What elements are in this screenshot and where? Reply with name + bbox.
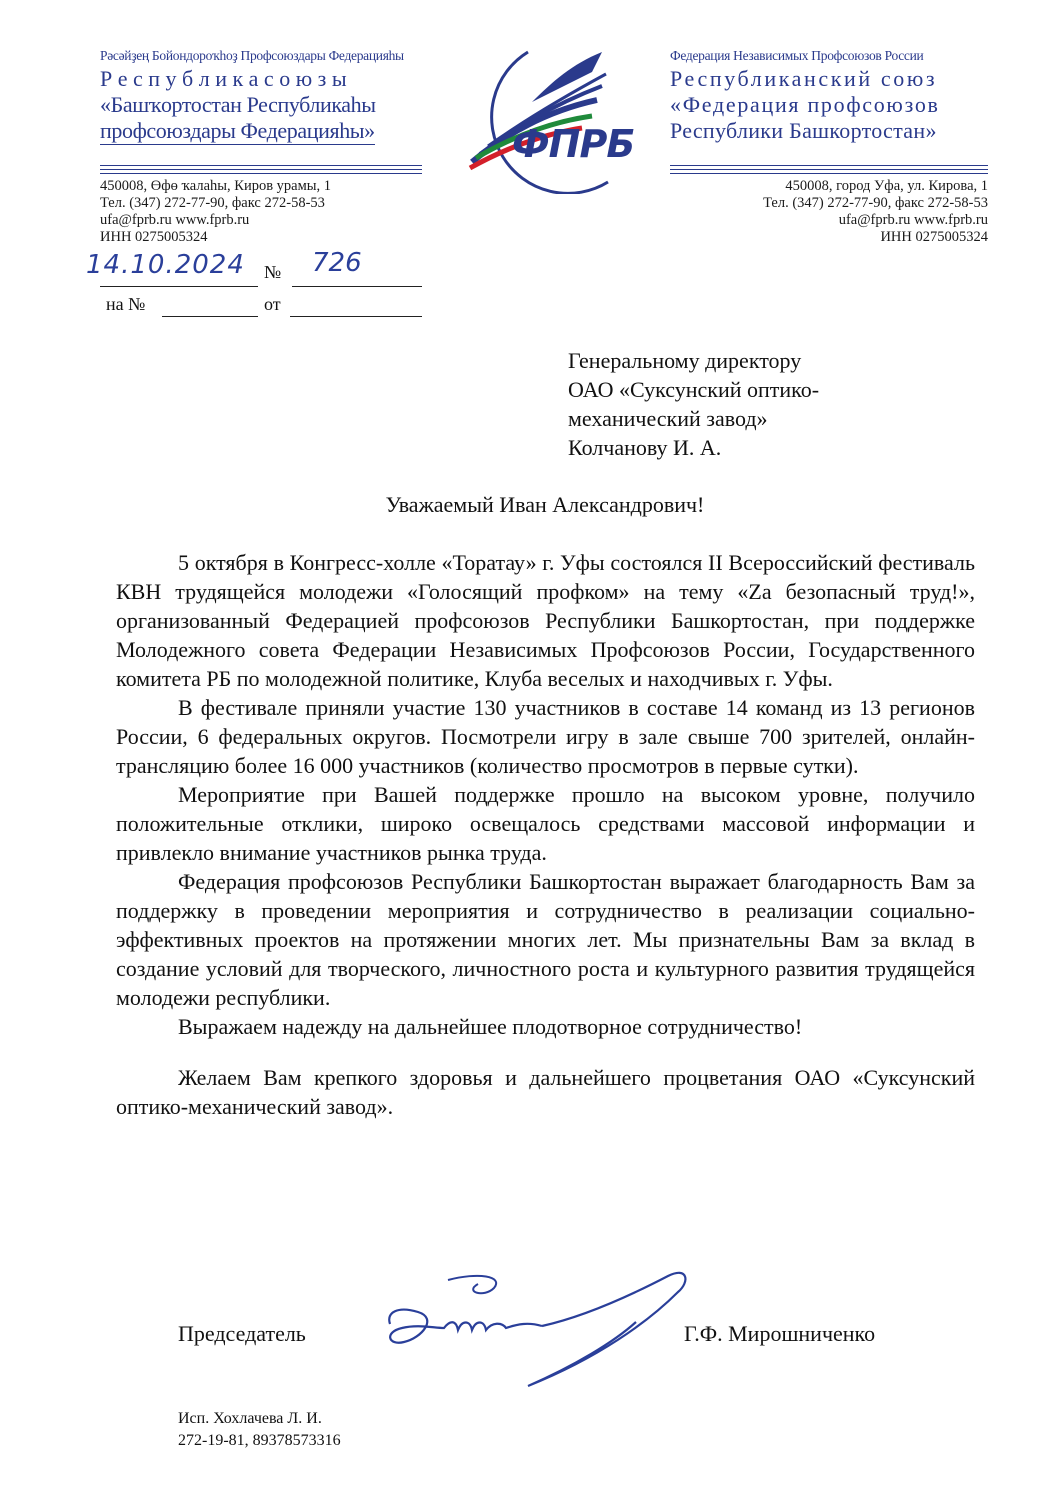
header-right-rule-3 [670,173,988,174]
closing-paragraph: Желаем Вам крепкого здоровья и дальнейшего процветания ОАО «Суксунский оптико-механический завод». [116,1065,975,1119]
executor-name: Исп. Хохлачева Л. И. [178,1410,322,1427]
header-right-phone: Тел. (347) 272-77-90, факс 272-58-53 [763,195,988,211]
paragraph-4: Федерация профсоюзов Республики Башкортостан выражает благодарность Вам за поддержку в проведении мероприятия и сотрудничество в реализации социально-эффективных проектов на протяжении многих лет. Мы признательны Вам за вклад в создание условий для творческого, личностного роста и культурного развития трудящейся молодежи республики. [116,869,975,1010]
header-right-rule-2 [670,169,988,170]
number-line [292,286,422,287]
addressee-block [568,346,819,462]
number-label: № [264,262,282,282]
addressee-line4: Колчанову И. А. [568,435,722,460]
from-line [290,316,422,317]
header-right-line1: Федерация Независимых Профсоюзов России [670,48,924,63]
addressee-line2: ОАО «Суксунский оптико- [568,377,820,402]
header-right [670,48,988,144]
header-left-rule-2 [100,169,422,170]
header-right-line2: Республиканский союз [670,66,938,91]
signature-position: Председатель [178,1321,306,1346]
signature-graphic [378,1262,698,1402]
from-label: от [264,294,281,314]
salutation: Уважаемый Иван Александрович! [385,492,705,517]
header-left-line2: Р е с п у б л и к а с о ю з ы [100,66,347,91]
fprb-logo-graphic [432,42,654,194]
letter-body [116,548,975,1121]
addressee-line1: Генеральному директору [568,348,802,373]
paragraph-1: 5 октября в Конгресс-холле «Торатау» г. Уфы состоялся II Всероссийский фестиваль КВН трудящейся молодежи «Голосящий профком» на тему «Za безопасный труд!», организованный Федерацией профсоюзов Республики Башкортостан, при поддержке Молодежного совета Федерации Независимых Профсоюзов России, Государственного комитета РБ по молодежной политике, Клуба веселых и находчивых г. Уфы. [116,550,975,691]
handwritten-signature [378,1262,698,1402]
logo-text: ФПРБ [512,122,635,166]
signature-name: Г.Ф. Мирошниченко [684,1321,876,1346]
executor-block [178,1408,341,1452]
header-right-web: ufa@fprb.ru www.fprb.ru [838,212,988,228]
header-left-phone: Тел. (347) 272-77-90, факс 272-58-53 [100,195,325,211]
header-right-contacts [670,178,988,246]
header-right-rule-1 [670,165,988,166]
header-left-rule-3 [100,173,422,174]
header-left-web: ufa@fprb.ru www.fprb.ru [100,212,250,228]
header-right-line4: Республики Башкортостан» [670,118,937,143]
header-right-address: 450008, город Уфа, ул. Кирова, 1 [785,178,988,194]
paragraph-2: В фестивале приняли участие 130 участников в составе 14 команд из 13 регионов России, 6 федеральных округов. Посмотрели игру в зале свыше 700 зрителей, онлайн-трансляцию более 16 000 участников (количество просмотров в первые сутки). [116,695,975,778]
addressee-line3: механический завод» [568,406,768,431]
header-left-inn: ИНН 0275005324 [100,229,208,245]
header-left-line1: Рәсәйҙең Бойондороҡһоҙ Профсоюздары Федерацияһы [100,48,404,63]
header-left-address: 450008, Өфө ҡалаһы, Киров урамы, 1 [100,178,332,194]
handwritten-number: 726 [312,248,362,278]
header-left [100,48,422,145]
executor-phones: 272-19-81, 89378573316 [178,1432,341,1449]
header-left-contacts [100,178,422,246]
header-left-line3: «Башҡортостан Республикаһы [100,92,376,117]
header-left-line4: профсоюздары Федерацияһы» [100,118,375,143]
header-right-line3: «Федерация профсоюзов [670,92,940,117]
date-line [100,286,258,287]
header-right-inn: ИНН 0275005324 [880,229,988,245]
ref-label: на № [106,294,146,314]
paragraph-5: Выражаем надежду на дальнейшее плодотворное сотрудничество! [178,1014,803,1039]
header-left-rule-1 [100,165,422,166]
ref-line [162,316,258,317]
fprb-logo [432,42,654,194]
handwritten-date: 14.10.2024 [86,250,245,280]
paragraph-3: Мероприятие при Вашей поддержке прошло на высоком уровне, получило положительные отклики, широко освещалось средствами массовой информации и привлекло внимание участников рынка труда. [116,782,975,865]
